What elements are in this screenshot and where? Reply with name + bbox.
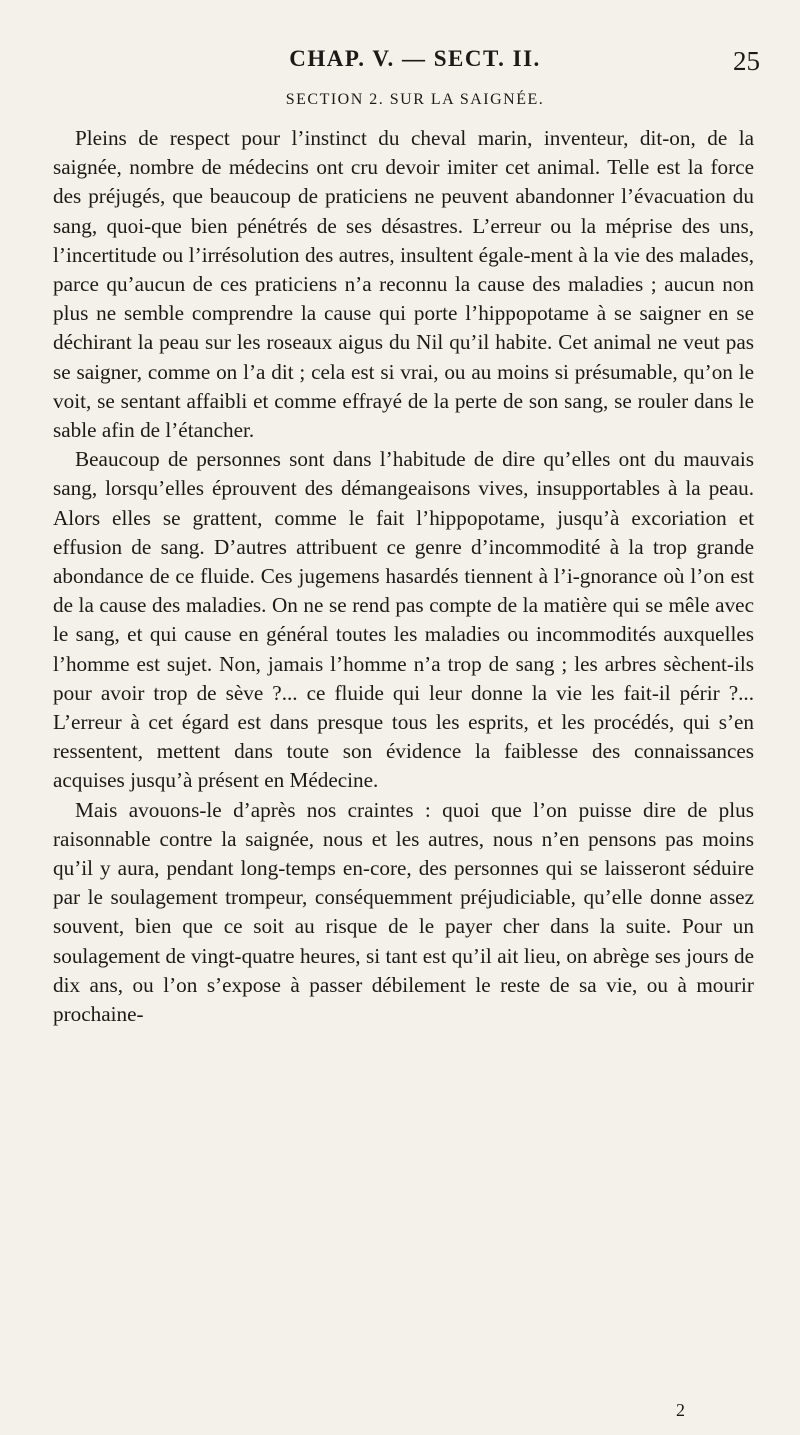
running-head <box>70 46 760 86</box>
section-heading: SECTION 2. SUR LA SAIGNÉE. <box>285 91 545 108</box>
paragraph-1: Pleins de respect pour l’instinct du cheval marin, inventeur, dit-on, de la saignée, nombre de médecins ont cru devoir imiter cet animal. Telle est la force des préjugés, que beaucoup de praticiens ne peuvent abandonner l’évacuation du sang, quoi-que bien pénétrés de ses désastres. L’erreur ou la méprise des uns, l’incertitude ou l’irrésolution des autres, insultent égale-ment à la vie des malades, parce qu’aucun de ces praticiens n’a reconnu la cause des maladies ; aucun non plus ne semble comprendre la cause qui porte l’hippopotame à se saigner en se déchirant la peau sur les roseaux aigus du Nil qu’il habite. Cet animal ne veut pas se saigner, comme on l’a dit ; cela est si vrai, ou au moins si présumable, qu’on le voit, se sentant affaibli et comme effrayé de la perte de son sang, se rouler dans le sable afin de l’étancher. <box>53 126 754 443</box>
paragraph-2: Beaucoup de personnes sont dans l’habitude de dire qu’elles ont du mauvais sang, lorsqu’elles éprouvent des démangeaisons vives, insupportables à la peau. Alors elles se grattent, comme le fait l’hippopotame, jusqu’à excoriation et effusion de sang. D’autres attribuent ce genre d’incommodité à la trop grande abondance de ce fluide. Ces jugemens hasardés tiennent à l’i-gnorance où l’on est de la cause des maladies. On ne se rend pas compte de la matière qui se mêle avec le sang, et qui cause en général toutes les maladies ou incommodités auxquelles l’homme est sujet. Non, jamais l’homme n’a trop de sang ; les arbres sèchent-ils pour avoir trop de sève ?... ce fluide qui leur donne la vie les fait-il périr ?... L’erreur à cet égard est dans presque tous les esprits, et les procédés, qui s’en ressentent, mettent dans toute son évidence la faiblesse des connaissances acquises jusqu’à présent en Médecine. <box>53 447 754 793</box>
signature-mark: 2 <box>676 1400 685 1420</box>
body-text <box>53 124 754 1029</box>
paragraph-3: Mais avouons-le d’après nos craintes : quoi que l’on puisse dire de plus raisonnable contre la saignée, nous et les autres, nous n’en pensons pas moins qu’il y aura, pendant long-temps en-core, des personnes qui se laisseront séduire par le soulagement trompeur, conséquemment préjudiciable, qu’elle donne assez souvent, bien que ce soit au risque de le payer cher dans la suite. Pour un soulagement de vingt-quatre heures, si tant est qu’il ait lieu, on abrège ses jours de dix ans, ou l’on s’expose à passer débilement le reste de sa vie, ou à mourir prochaine- <box>53 797 754 1027</box>
running-title: CHAP. V. — SECT. II. <box>289 46 541 71</box>
page-number: 25 <box>733 46 760 76</box>
